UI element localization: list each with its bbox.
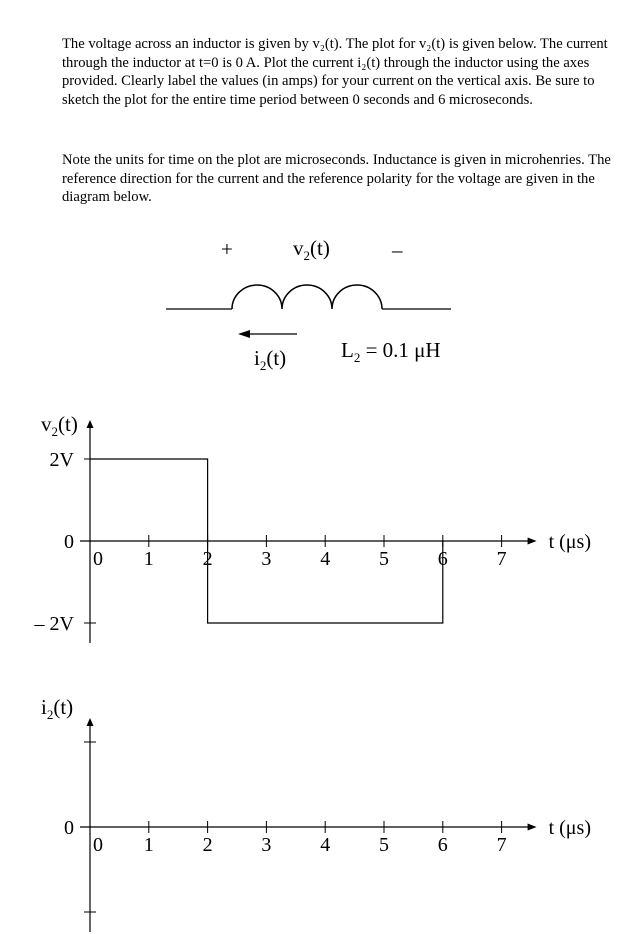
v-x-tick-label: 7 [496,548,507,570]
i-x-tick-label: 7 [496,834,507,856]
i-x-tick-label: 0 [93,834,103,856]
voltage-label: $v_2(t)$ [293,236,330,263]
v-y-tick-label: – 2V [34,613,74,635]
v-x-tick-label: 4 [320,548,331,570]
v-axis-label-sub: 2 [51,424,58,439]
v-x-tick-label: 6 [437,548,448,570]
current-arrowhead [238,330,250,338]
v-x-tick-label: 2 [202,548,213,570]
v-x-tick-label: 5 [379,548,389,570]
v-axis-label [41,412,78,439]
v-x-axis-title: t (μs) [548,531,591,553]
inductor-coil [232,285,382,309]
i-x-tick-label: 5 [379,834,389,856]
problem-paragraph-2: Note the units for time on the plot are microseconds. Inductance is given in microhenries. The reference direction for the current and the reference polarity for the voltage are given in the diagram below. [62,152,611,206]
i-x-tick-label: 4 [320,834,331,856]
v-x-tick-label: 1 [143,548,154,570]
v-x-tick-label: 0 [93,548,103,570]
i-axis-label-base: i [41,695,47,719]
i-x-tick-label: 1 [143,834,154,856]
voltage-minus-sign: – [392,238,403,262]
i-x-axis-arrowhead [528,824,537,831]
v-y-tick-label: 0 [64,531,74,553]
v-x-axis-arrowhead [528,538,537,545]
i-y-tick-label: 0 [64,817,74,839]
v-axis-label-arg: (t) [58,412,78,436]
problem-paragraph-1: The voltage across an inductor is given by v₂(t). The plot for v₂(t) is given below. The current through the inductor at t=0 is 0 A. Plot the current i₂(t) through the inductor using the axes provided. Clearly label the values (in amps) for your current on the vertical axis. Be sure to sketch the plot for the entire time period between 0 seconds and 6 microseconds. [62,36,608,108]
i-x-axis-title: t (μs) [548,817,591,839]
i-axis-label-sub: 2 [46,707,54,722]
v-x-tick-label: 3 [261,548,272,570]
voltage-plus-sign: + [221,237,233,261]
i-x-tick-label: 2 [202,834,213,856]
v-y-axis-arrowhead [87,420,94,428]
v-axis-label-base: v [41,412,52,436]
i-axis-label-arg: (t) [53,695,74,719]
v-y-tick-label: 2V [49,449,74,471]
i-axis-label [41,695,73,722]
i-y-axis-arrowhead [87,718,94,726]
v-series-line [90,459,443,623]
i-x-tick-label: 3 [261,834,272,856]
i-x-tick-label: 6 [437,834,448,856]
current-label: $i_2(t)$ [254,346,287,373]
inductance-label: $L_2 = 0.1$ μH [341,338,441,365]
